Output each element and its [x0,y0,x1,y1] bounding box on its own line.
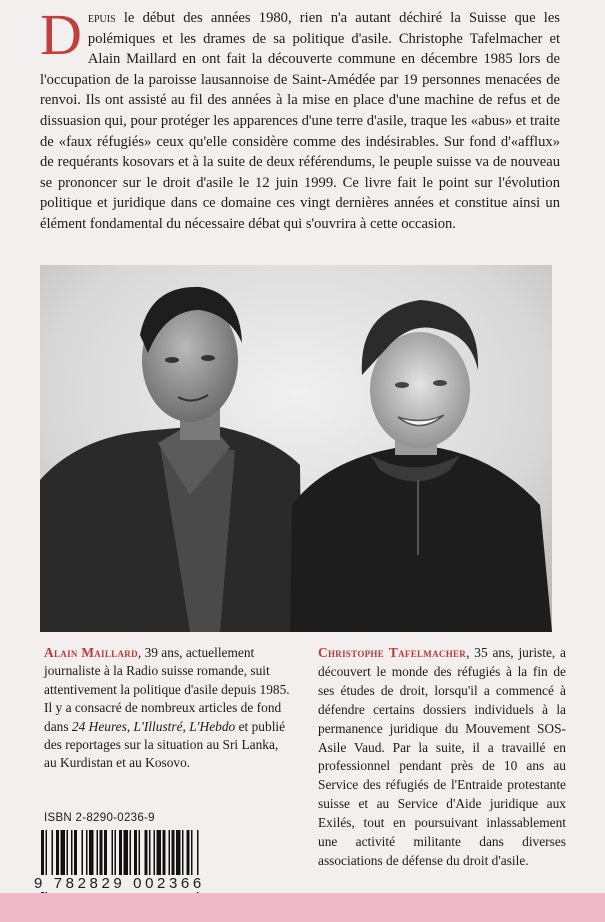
authors-photo-image [40,265,552,632]
separator: , [182,718,190,734]
intro-text: le début des années 1980, rien n'a autant déchiré la Suisse que les polémiques et les drames de sa politique d'asile. Christophe Tafelmacher et Alain Maillard en ont fait la découverte commune en décembre 1985 lors de l'occupation de la paroisse lausannoise de Saint-Amédée par 19 personnes menacées de renvoi. Ils ont assisté au fil des années à la mise en place d'une machine de refus et de dissuasion qui, pour protéger les apparences d'une terre d'asile, traque les «abus» et traite de «faux réfugiés» ceux qu'elle considère comme des indésirables. Sur fond d'«afflux» de requérants kosovars et à la suite de deux référendums, le peuple suisse va de nouveau se prononcer sur le droit d'asile le 12 juin 1999. Ce livre fait le point sur l'évolution politique et juridique dans ce domaine ces vingt dernières années et constitue ainsi un élément fondamental du nécessaire débat qui s'ouvrira à cette occasion. [40,10,560,232]
publication-title: L'Illustré [133,718,183,734]
author-name-left: Alain Maillard [44,645,138,660]
author-name-right: Christophe Tafelmacher [318,645,467,660]
intro-paragraph [40,2,560,235]
author-bio-left-text: , 39 ans, actuellement journaliste à la Radio suisse romande, suit attentivement la politique d'asile depuis 1985. Il y a consacré de nombreux articles de fond dans [44,645,290,734]
publication-title: L'Hebdo [189,718,236,734]
author-bio-right-text: , 35 ans, juriste, a découvert le monde des réfugiés à la fin de ses études de droit, lorsqu'il a commencé à défendre certains dossiers individuels à la permanence juridique du Mouvement SOS-Asile Vaud. Par la suite, il a travaillé en professionnel pendant près de 10 ans au Service des réfugiés de l'Entraide protestante suisse et au Service d'Aide juridique aux Exilés, tout en poursuivant inlassablement une activité militante dans diverses associations de défense du droit d'asile. [318,645,566,868]
bottom-color-band [0,893,605,922]
barcode-number: 9 782829 002366 [34,875,205,892]
publication-title: 24 Heures [71,718,127,734]
author-bio-left [44,644,294,773]
authors-photo [40,265,552,632]
barcode-digits [33,875,277,892]
drop-cap: D [40,2,82,67]
isbn-label: ISBN 2-8290-0236-9 [44,812,155,824]
intro-smallcaps: epuis [87,10,116,26]
separator: , [126,718,134,734]
author-bio-left-text-end: et publié des reportages sur la situation au Sri Lanka, au Kurdistan et au Kosovo. [44,718,286,771]
author-bio-right [318,644,566,871]
